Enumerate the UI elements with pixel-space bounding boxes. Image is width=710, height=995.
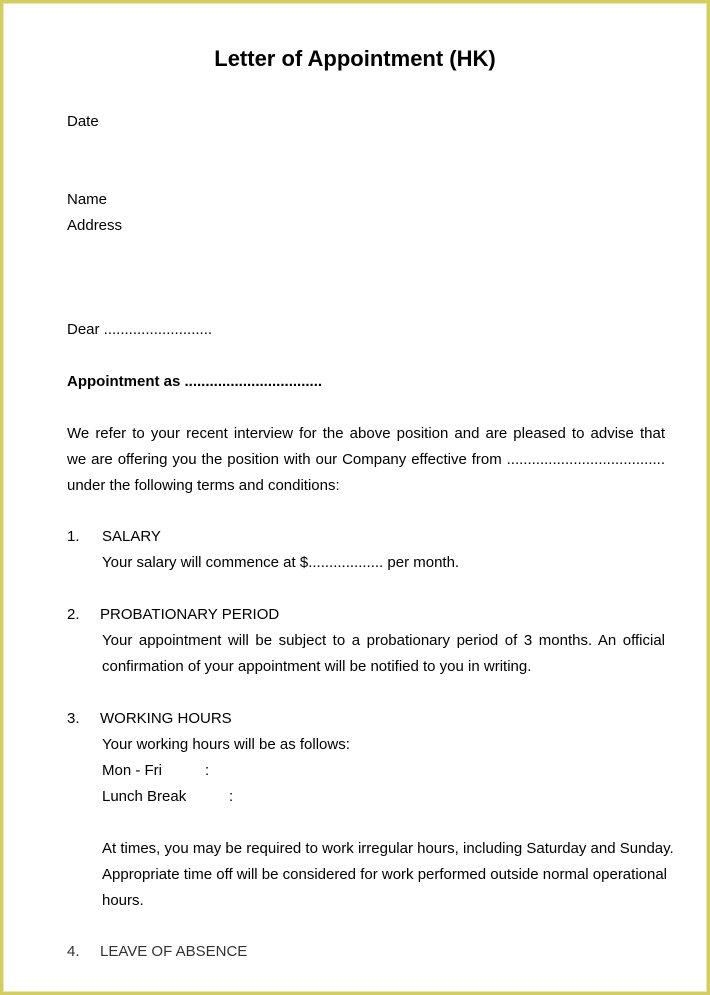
name-field: Name [67,191,108,208]
subject-line: Appointment as ................................. [67,373,323,390]
working-hours-line-3: hours. [102,892,144,909]
probation-line-2: confirmation of your appointment will be notified to you in writing. [102,658,532,675]
document-title: Letter of Appointment (HK) [214,46,496,71]
section-number-4: 4. [67,943,80,960]
section-heading-leave: LEAVE OF ABSENCE [100,943,248,960]
intro-line-3: under the following terms and conditions: [67,477,340,494]
address-field: Address [67,217,123,234]
section-heading-working-hours: WORKING HOURS [100,710,232,727]
section-heading-salary: SALARY [102,528,161,545]
working-hours-intro: Your working hours will be as follows: [102,736,350,753]
schedule-lunch-colon: : [229,788,234,805]
salutation: Dear .......................... [67,321,213,338]
schedule-lunch-label: Lunch Break [102,788,187,805]
section-number-3: 3. [67,710,80,727]
intro-line-1: We refer to your recent interview for the above position and are pleased to advise that [67,425,665,442]
schedule-mon-fri-colon: : [205,762,210,779]
section-heading-probation: PROBATIONARY PERIOD [100,606,280,623]
section-number-1: 1. [67,528,80,545]
schedule-mon-fri-label: Mon - Fri [102,762,162,779]
salary-text: Your salary will commence at $.................. per month. [102,554,460,571]
probation-line-1: Your appointment will be subject to a probationary period of 3 months. An official [102,632,665,649]
section-number-2: 2. [67,606,80,623]
date-field: Date [67,113,99,130]
working-hours-line-1: At times, you may be required to work irregular hours, including Saturday and Sunday. [102,840,674,857]
intro-line-2: we are offering you the position with our Company effective from ...................................... [67,451,665,468]
working-hours-line-2: Appropriate time off will be considered for work performed outside normal operational [102,866,668,883]
